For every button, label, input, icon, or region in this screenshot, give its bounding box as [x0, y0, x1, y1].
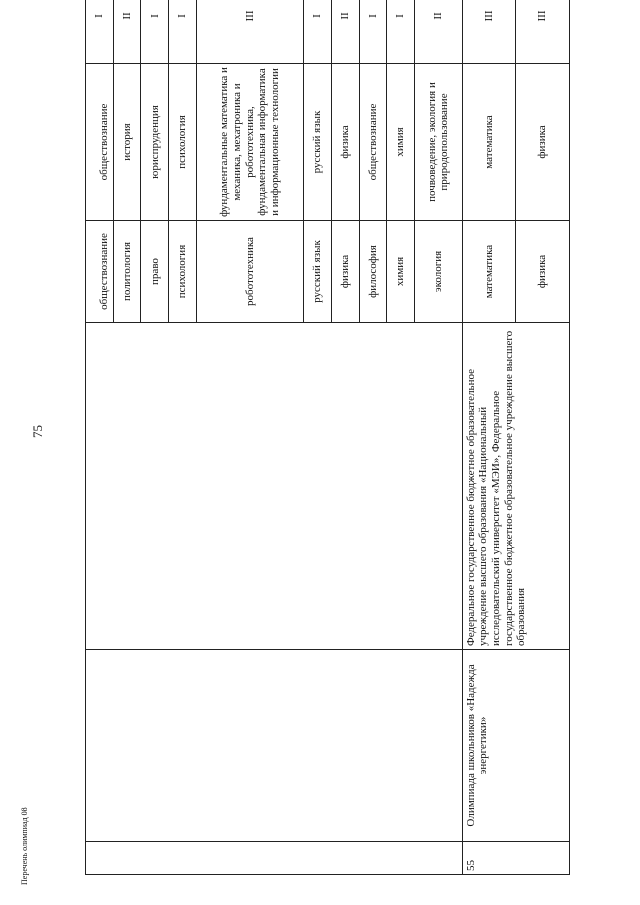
subject-cell: психология [169, 64, 197, 221]
level-cell: I [141, 0, 169, 64]
subject-cell: обществознание [86, 64, 114, 221]
level-cell: II [331, 0, 359, 64]
profile-cell: физика [331, 221, 359, 323]
subject-cell: фундаментальные математика и механика, мехатроника и робототехника, фундаментальная информатика и информационные технологии [196, 64, 303, 221]
subject-cell: физика [516, 64, 570, 221]
table-row [462, 0, 516, 875]
subject-cell: история [113, 64, 141, 221]
subject-cell: почвоведение, экология и природопользование [415, 64, 463, 221]
profile-cell: обществознание [86, 221, 114, 323]
level-cell: I [387, 0, 415, 64]
olympiad-name-cell [86, 650, 463, 842]
level-cell: III [196, 0, 303, 64]
olympiad-name-cell: Олимпиада школьников «Надежда энергетики» [462, 650, 569, 842]
level-cell: II [113, 0, 141, 64]
level-cell: I [304, 0, 332, 64]
subject-cell: математика [462, 64, 516, 221]
olympiad-table-sheet [85, 1, 570, 875]
subject-cell: юриспруденция [141, 64, 169, 221]
level-cell: III [516, 0, 570, 64]
profile-cell: психология [169, 221, 197, 323]
page-number: 75 [30, 425, 45, 438]
table-row [86, 0, 114, 875]
level-cell: I [359, 0, 387, 64]
subject-cell: русский язык [304, 64, 332, 221]
profile-cell: экология [415, 221, 463, 323]
level-cell: I [169, 0, 197, 64]
profile-cell: робототехника [196, 221, 303, 323]
level-cell: I [86, 0, 114, 64]
profile-cell: математика [462, 221, 516, 323]
row-number-cell [86, 842, 463, 875]
profile-cell: право [141, 221, 169, 323]
profile-cell: философия [359, 221, 387, 323]
organizer-cell [86, 323, 463, 650]
subject-cell: обществознание [359, 64, 387, 221]
profile-cell: химия [387, 221, 415, 323]
olympiad-table [85, 0, 570, 875]
organizer-cell: Федеральное государственное бюджетное образовательное учреждение высшего образования «Национальный исследовательский университет «МЭИ», Федеральное государственное бюджетное образовательное учреждение высшего образования [462, 323, 569, 650]
profile-cell: политология [113, 221, 141, 323]
subject-cell: физика [331, 64, 359, 221]
level-cell: III [462, 0, 516, 64]
profile-cell: физика [516, 221, 570, 323]
row-number-cell: 55 [462, 842, 569, 875]
subject-cell: химия [387, 64, 415, 221]
level-cell: II [415, 0, 463, 64]
profile-cell: русский язык [304, 221, 332, 323]
footer-note: Перечень олимпиад 08 [20, 807, 29, 885]
